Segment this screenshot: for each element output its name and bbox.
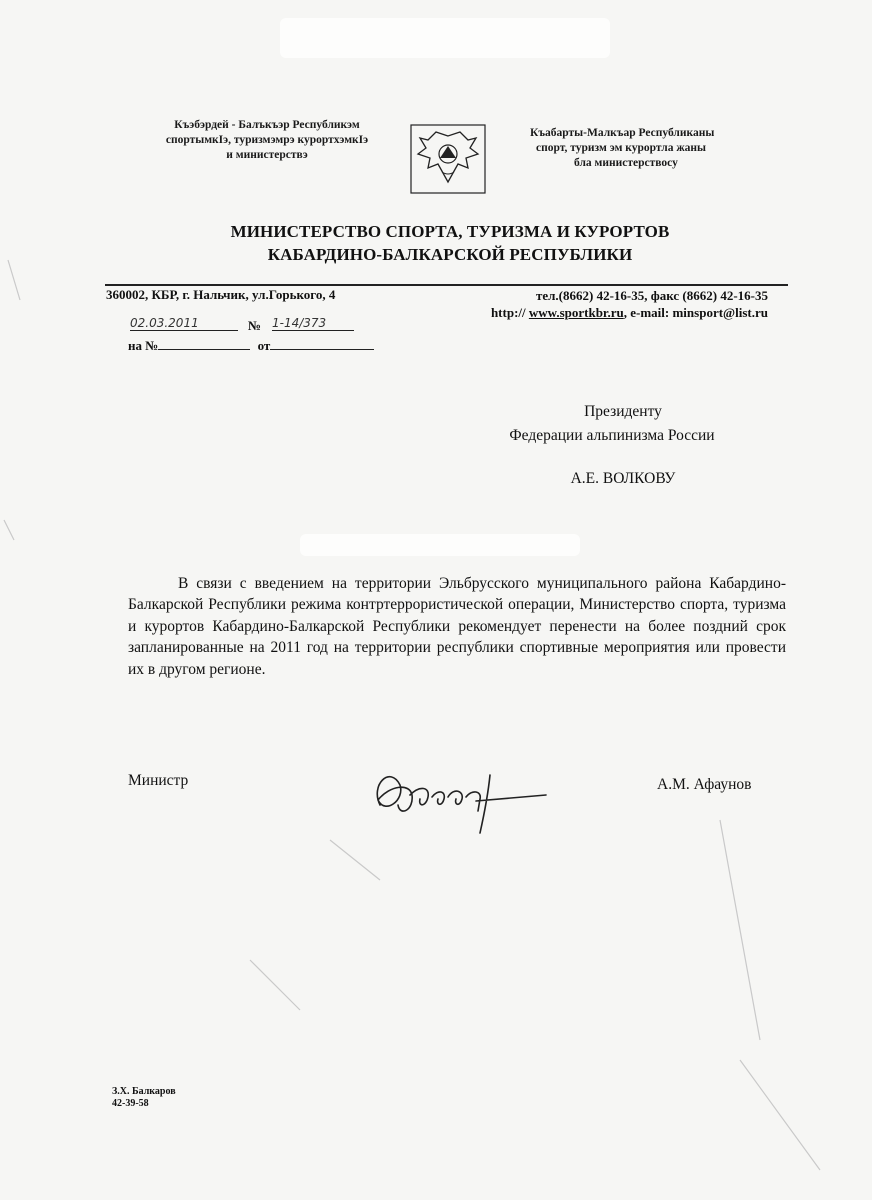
coat-of-arms-emblem [410, 124, 486, 194]
ministry-title-line1: МИНИСТЕРСТВО СПОРТА, ТУРИЗМА И КУРОРТОВ [230, 222, 670, 241]
reply-number-blank [158, 337, 250, 350]
signatory-name: А.М. Афаунов [657, 776, 752, 793]
contacts-block [468, 287, 768, 321]
reply-reference [128, 337, 374, 354]
header-balkar [530, 126, 770, 171]
addressee-name: А.Е. ВОЛКОВУ [570, 470, 676, 487]
executor-name: З.Х. Балкаров [112, 1086, 176, 1097]
header-divider [105, 284, 788, 286]
header-left-line: спортымкIэ, туризмэмрэ курортхэмкIэ [165, 134, 369, 146]
header-right-line: бла министерствосу [574, 157, 678, 169]
letter-body: В связи с введением на территории Эльбрусского муниципального района Кабардино-Балкарской Республики режима контртеррористической операции, Министерство спорта, туризма и курортов Кабардино-Балкарской Республики рекомендует перенести на более поздний срок запланированные на 2011 год на территории республики спортивные мероприятия или провести их в другом регионе. [128, 575, 786, 678]
website-link[interactable]: www.sportkbr.ru [528, 305, 624, 320]
postal-address: 360002, КБР, г. Нальчик, ул.Горького, 4 [106, 287, 336, 302]
web-prefix: http:// [490, 305, 526, 320]
header-left-line: Къэбэрдей - Балъкъэр Республикэм [174, 119, 360, 131]
header-right-line: Къабарты-Малкъар Республиканы [530, 127, 715, 139]
ministry-title-line2: КАБАРДИНО-БАЛКАРСКОЙ РЕСПУБЛИКИ [267, 245, 633, 264]
reply-date-blank [270, 337, 374, 350]
phone-fax: тел.(8662) 42-16-35, факс (8662) 42-16-35 [535, 288, 768, 303]
whiteout-mid [300, 534, 580, 556]
web-email [468, 304, 768, 321]
signatory-title: Министр [128, 772, 189, 789]
header-kabardian [142, 118, 392, 163]
addressee-organization: Федерации альпинизма России [509, 427, 715, 444]
email-text: , e-mail: minsport@list.ru [623, 305, 768, 320]
reply-from-label: от [257, 338, 271, 353]
reply-prefix: на № [128, 338, 159, 353]
handwritten-number: 1-14/373 [272, 316, 354, 331]
handwritten-date: 02.03.2011 [130, 316, 238, 331]
addressee-position: Президенту [584, 403, 662, 420]
executor-phone: 42-39-58 [112, 1098, 149, 1109]
executor-block [112, 1086, 176, 1110]
whiteout-top [280, 18, 610, 58]
handwritten-signature [350, 755, 550, 835]
header-right-line: спорт, туризм эм курортла жаны [536, 142, 707, 154]
header-left-line: и министерствэ [226, 149, 308, 161]
number-label: № [248, 318, 262, 333]
